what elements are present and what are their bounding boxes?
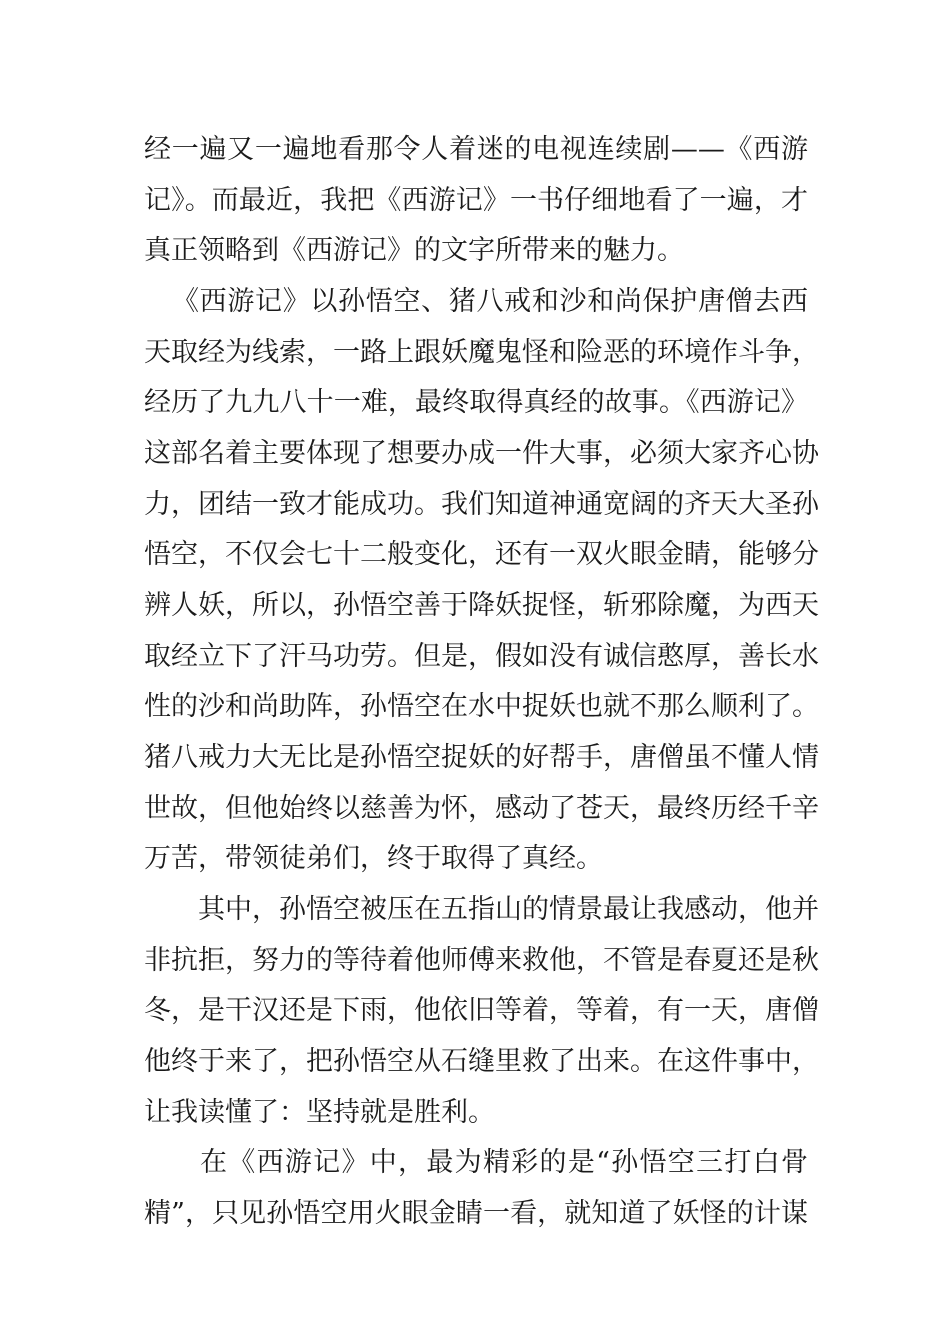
text-line: 经历了九九八十一难，最终取得真经的故事。《西游记》: [144, 387, 808, 418]
text-line: 《西游记》以孙悟空、猪八戒和沙和尚保护唐僧去西: [172, 286, 808, 317]
text-line: 让我读懂了：坚持就是胜利。: [144, 1097, 495, 1128]
text-line: 记》。而最近，我把《西游记》一书仔细地看了一遍，才: [144, 185, 808, 216]
text-line: 性的沙和尚助阵，孙悟空在水中捉妖也就不那么顺利了。: [144, 691, 819, 722]
text-line: 其中，孙悟空被压在五指山的情景最让我感动，他并: [198, 894, 819, 925]
text-line: 在《西游记》中，最为精彩的是“孙悟空三打白骨: [200, 1147, 808, 1178]
text-line: 冬，是干汉还是下雨，他依旧等着，等着，有一天，唐僧: [144, 995, 819, 1026]
text-line: 经一遍又一遍地看那令人着迷的电视连续剧——《西游: [144, 134, 808, 165]
text-line: 他终于来了，把孙悟空从石缝里救了出来。在这件事中，: [144, 1046, 819, 1077]
text-line: 非抗拒，努力的等待着他师傅来救他，不管是春夏还是秋: [144, 945, 819, 976]
text-line: 悟空，不仅会七十二般变化，还有一双火眼金睛，能够分: [144, 539, 819, 570]
text-line: 精”，只见孙悟空用火眼金睛一看，就知道了妖怪的计谋: [144, 1198, 808, 1229]
text-line: 真正领略到《西游记》的文字所带来的魅力。: [144, 235, 684, 266]
text-line: 力，团结一致才能成功。我们知道神通宽阔的齐天大圣孙: [144, 489, 819, 520]
text-line: 万苦，带领徒弟们，终于取得了真经。: [144, 843, 603, 874]
text-line: 这部名着主要体现了想要办成一件大事，必须大家齐心协: [144, 438, 819, 469]
text-line: 猪八戒力大无比是孙悟空捉妖的好帮手，唐僧虽不懂人情: [144, 742, 819, 773]
text-line: 辨人妖，所以，孙悟空善于降妖捉怪，斩邪除魔，为西天: [144, 590, 819, 621]
text-line: 世故，但他始终以慈善为怀，感动了苍天，最终历经千辛: [144, 793, 819, 824]
text-line: 天取经为线索，一路上跟妖魔鬼怪和险恶的环境作斗争，: [144, 337, 819, 368]
text-line: 取经立下了汗马功劳。但是，假如没有诚信憨厚，善长水: [144, 641, 819, 672]
